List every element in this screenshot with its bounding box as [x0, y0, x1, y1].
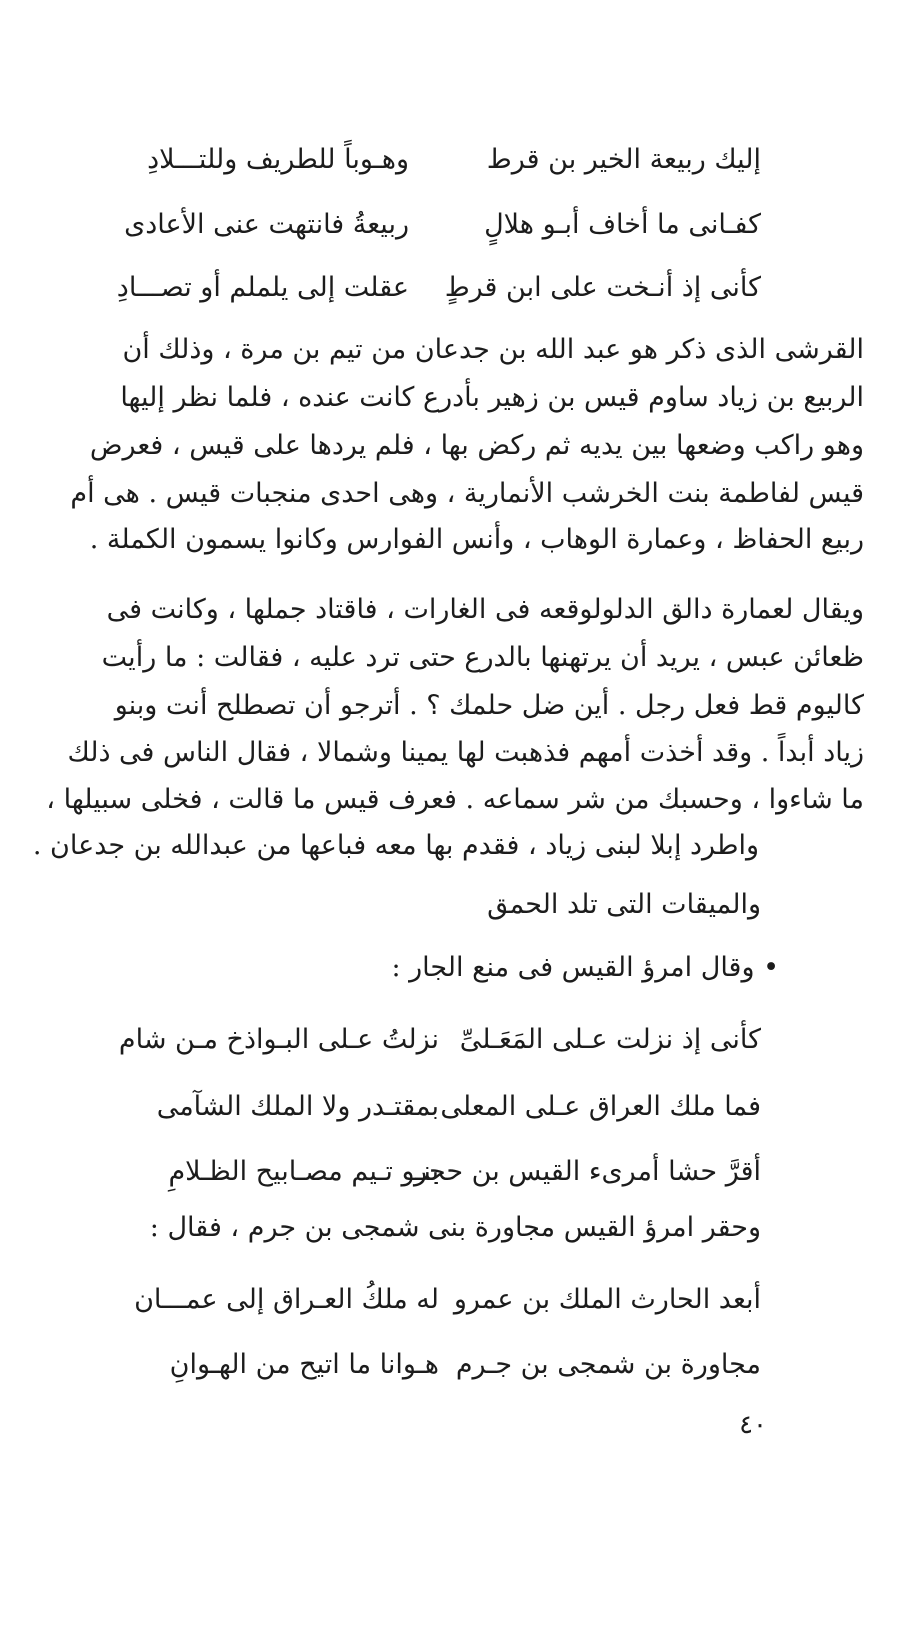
paragraph-2-line: ما شاءوا ، وحسبك من شر سماعه . فعرف قيس ما قالت ، فخلى سبيلها ، [46, 784, 864, 815]
paragraph-2-line: ويقال لعمارة دالق الدلولوقعه فى الغارات ، فاقتاد جملها ، وكانت فى [106, 594, 864, 625]
poem-2-verse-3-second: بنـو تـيم مصـابيح الظـلامِ [168, 1156, 439, 1187]
poem-1-verse-2-second: ربيعةُ فانتهت عنى الأعادى [124, 209, 409, 240]
poem-1-verse-2-first: كفـانى ما أخاف أبـو هلالٍ [484, 209, 761, 240]
paragraph-1-line: قيس لفاطمة بنت الخرشب الأنمارية ، وهى احدى منجبات قيس . هى أم [70, 478, 864, 509]
poem-2-verse-2-first: فما ملك العراق عـلى المعلى [440, 1091, 761, 1122]
poem-3-verse-1-first: أبعد الحارث الملك بن عمرو [453, 1284, 761, 1315]
poem-1-verse-1-first: إليك ربيعة الخير بن قرط [486, 144, 761, 175]
paragraph-2-line: زياد أبداً . وقد أخذت أمهم فذهبت لها يمينا وشمالا ، فقال الناس فى ذلك [67, 737, 864, 768]
poem-1-verse-3-second: عقلت إلى يلملم أو تصـــادِ [116, 272, 409, 303]
paragraph-2-line: واطرد إبلا لبنى زياد ، فقدم بها معه فباعها من عبدالله بن جدعان . [32, 830, 759, 861]
paragraph-2-line: كاليوم قط فعل رجل . أين ضل حلمك ؟ . أترجو أن تصطلح أنت وبنو [114, 690, 864, 721]
paragraph-1-line: القرشى الذى ذكر هو عبد الله بن جدعان من تيم بن مرة ، وذلك أن [122, 334, 864, 365]
paragraph-1-line: ربيع الحفاظ ، وعمارة الوهاب ، وأنس الفوارس وكانوا يسمون الكملة . [89, 524, 864, 555]
poem-2-verse-2-second: بمقتـدر ولا الملك الشآمى [156, 1091, 439, 1122]
paragraph-1-line: وهو راكب وضعها بين يديه ثم ركض بها ، فلم يردها على قيس ، فعرض [89, 430, 864, 461]
poem-3-verse-2-first: مجاورة بن شمجى بن جـرم [455, 1349, 761, 1380]
poem-2-verse-3-first: أقرَّ حشا أمرىء القيس بن حجر [414, 1156, 761, 1187]
page-number: ٤٠ [739, 1410, 767, 1440]
poem-2-verse-1-first: كأنى إذ نزلت عـلى المَعَـلىِّ [459, 1024, 761, 1055]
poem-2-verse-1-second: نزلتُ عـلى البـواذخ مـن شام [118, 1024, 439, 1055]
poem-3-verse-1-second: له ملكُ العـراق إلى عمـــان [134, 1284, 439, 1315]
paragraph-2-line: ظعائن عبس ، يريد أن يرتهنها بالدرع حتى ترد عليه ، فقالت : ما رأيت [101, 642, 864, 673]
intro-shamji-bin-jarm: وحقر امرؤ القيس مجاورة بنى شمجى بن جرم ، فقال : [149, 1212, 761, 1243]
poem-1-verse-3-first: كأنى إذ أنـخت على ابن قرطٍ [444, 272, 761, 303]
poem-3-verse-2-second: هـوانا ما اتيح من الهـوانِ [169, 1349, 439, 1380]
intro-imru-al-qays-jar: • وقال امرؤ القيس فى منع الجار : [391, 952, 779, 983]
paragraph-1-line: الربيع بن زياد ساوم قيس بن زهير بأدرع كانت عنده ، فلما نظر إليها [120, 382, 864, 413]
miqat-line: والميقات التى تلد الحمق [487, 889, 761, 920]
poem-1-verse-1-second: وهـوباً للطريف وللتـــلادِ [147, 144, 409, 175]
